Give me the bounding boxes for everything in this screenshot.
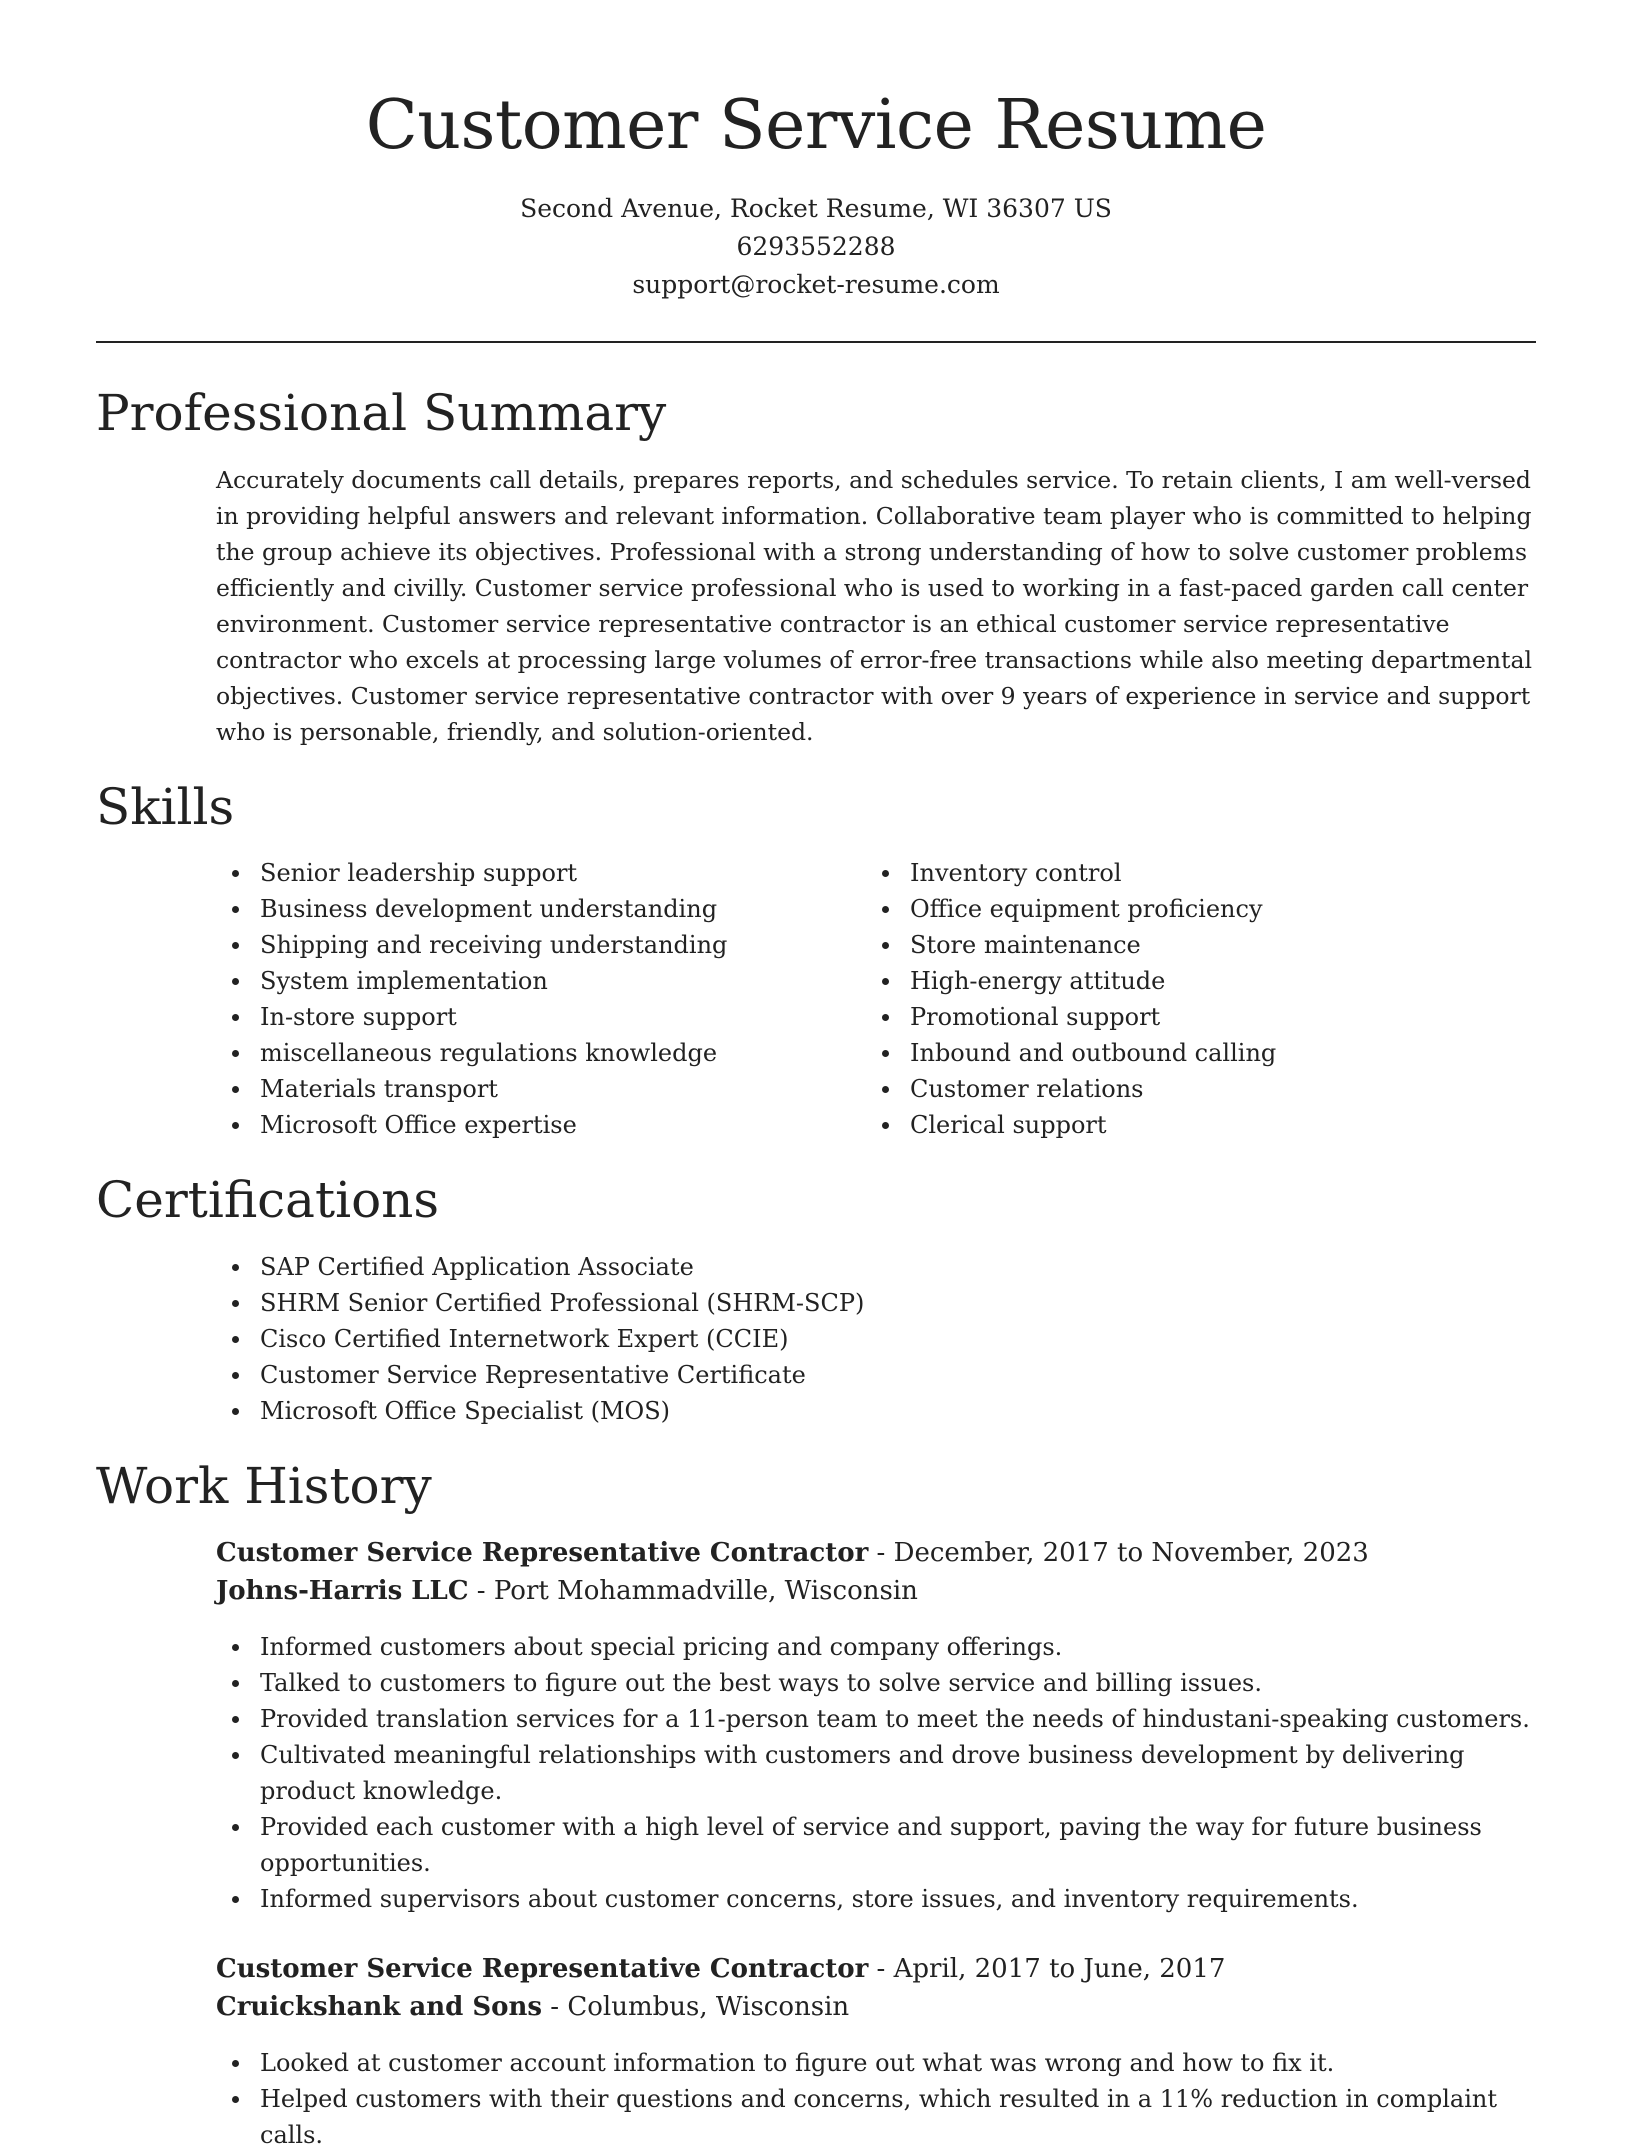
job-company-line: [216, 1988, 1536, 2026]
duty-item: Talked to customers to figure out the best ways to solve service and billing issues.: [216, 1665, 1546, 1701]
duty-item: Helped customers with their questions and concerns, which resulted in a 11% reduction in complaint calls.: [216, 2081, 1546, 2153]
duty-item: Informed customers about special pricing and company offerings.: [216, 1629, 1546, 1665]
job-duties: [216, 1629, 1546, 1917]
job-dates: April, 2017 to June, 2017: [893, 1954, 1226, 1984]
separator: -: [468, 1576, 494, 1606]
job-title: Customer Service Representative Contractor: [216, 1538, 869, 1568]
contact-block: [96, 190, 1536, 304]
skill-item: Inbound and outbound calling: [866, 1035, 1506, 1071]
duty-item: Provided each customer with a high level of service and support, paving the way for future business opportunities.: [216, 1809, 1546, 1881]
certifications-heading: Certifications: [96, 1171, 440, 1229]
separator: -: [868, 1538, 894, 1568]
skill-item: Customer relations: [866, 1071, 1506, 1107]
skills-column-left: [216, 855, 856, 1143]
skill-item: miscellaneous regulations knowledge: [216, 1035, 856, 1071]
certifications-list: [216, 1249, 1416, 1429]
skill-item: Materials transport: [216, 1071, 856, 1107]
job-duties: [216, 2045, 1546, 2153]
duty-item: Provided translation services for a 11-person team to meet the needs of hindustani-speaking customers.: [216, 1701, 1546, 1737]
header-divider: [96, 341, 1536, 343]
job-dates: December, 2017 to November, 2023: [893, 1538, 1369, 1568]
skill-item: Microsoft Office expertise: [216, 1107, 856, 1143]
certification-item: Microsoft Office Specialist (MOS): [216, 1393, 1416, 1429]
skills-column-right: [866, 855, 1506, 1143]
skill-item: Inventory control: [866, 855, 1506, 891]
skill-item: Promotional support: [866, 999, 1506, 1035]
separator: -: [542, 1992, 568, 2022]
separator: -: [868, 1954, 894, 1984]
address: Second Avenue, Rocket Resume, WI 36307 US: [520, 194, 1112, 223]
skill-item: High-energy attitude: [866, 963, 1506, 999]
job-header: [216, 1950, 1536, 2026]
skill-item: In-store support: [216, 999, 856, 1035]
job-company: Cruickshank and Sons: [216, 1992, 543, 2022]
skill-item: Store maintenance: [866, 927, 1506, 963]
resume-title: Customer Service Resume: [365, 86, 1267, 165]
skill-item: Clerical support: [866, 1107, 1506, 1143]
job-company-line: [216, 1572, 1536, 1610]
summary-text: Accurately documents call details, prepares reports, and schedules service. To retain clients, I am well-versed in providing helpful answers and relevant information. Collaborative team player who is committed to helping the group achieve its objectives. Professional with a strong understanding of how to solve customer problems efficiently and civilly. Customer service professional who is used to working in a fast-paced garden call center environment. Customer service representative contractor is an ethical customer service representative contractor who excels at processing large volumes of error-free transactions while also meeting departmental objectives. Customer service representative contractor with over 9 years of experience in service and support who is personable, friendly, and solution-oriented.: [216, 466, 1533, 746]
certification-item: SAP Certified Application Associate: [216, 1249, 1416, 1285]
duty-item: Informed supervisors about customer concerns, store issues, and inventory requirements.: [216, 1881, 1546, 1917]
certification-item: SHRM Senior Certified Professional (SHRM-SCP): [216, 1285, 1416, 1321]
skill-item: Senior leadership support: [216, 855, 856, 891]
job-company: Johns-Harris LLC: [216, 1576, 469, 1606]
skills-heading: Skills: [96, 778, 235, 836]
summary-heading: Professional Summary: [96, 384, 667, 442]
skill-item: System implementation: [216, 963, 856, 999]
skill-item: Office equipment proficiency: [866, 891, 1506, 927]
job-title-line: [216, 1534, 1536, 1572]
job-title: Customer Service Representative Contractor: [216, 1954, 869, 1984]
certification-item: Cisco Certified Internetwork Expert (CCIE): [216, 1321, 1416, 1357]
skill-item: Shipping and receiving understanding: [216, 927, 856, 963]
certification-item: Customer Service Representative Certificate: [216, 1357, 1416, 1393]
work-history-heading: Work History: [96, 1457, 432, 1515]
email-address: support@rocket-resume.com: [632, 270, 1000, 299]
job-header: [216, 1534, 1536, 1610]
duty-item: Looked at customer account information to figure out what was wrong and how to fix it.: [216, 2045, 1546, 2081]
duty-item: Cultivated meaningful relationships with customers and drove business development by delivering product knowledge.: [216, 1737, 1546, 1809]
job-location: Port Mohammadville, Wisconsin: [493, 1576, 918, 1606]
skill-item: Business development understanding: [216, 891, 856, 927]
job-title-line: [216, 1950, 1536, 1988]
phone-number: 6293552288: [736, 232, 896, 261]
job-location: Columbus, Wisconsin: [567, 1992, 850, 2022]
